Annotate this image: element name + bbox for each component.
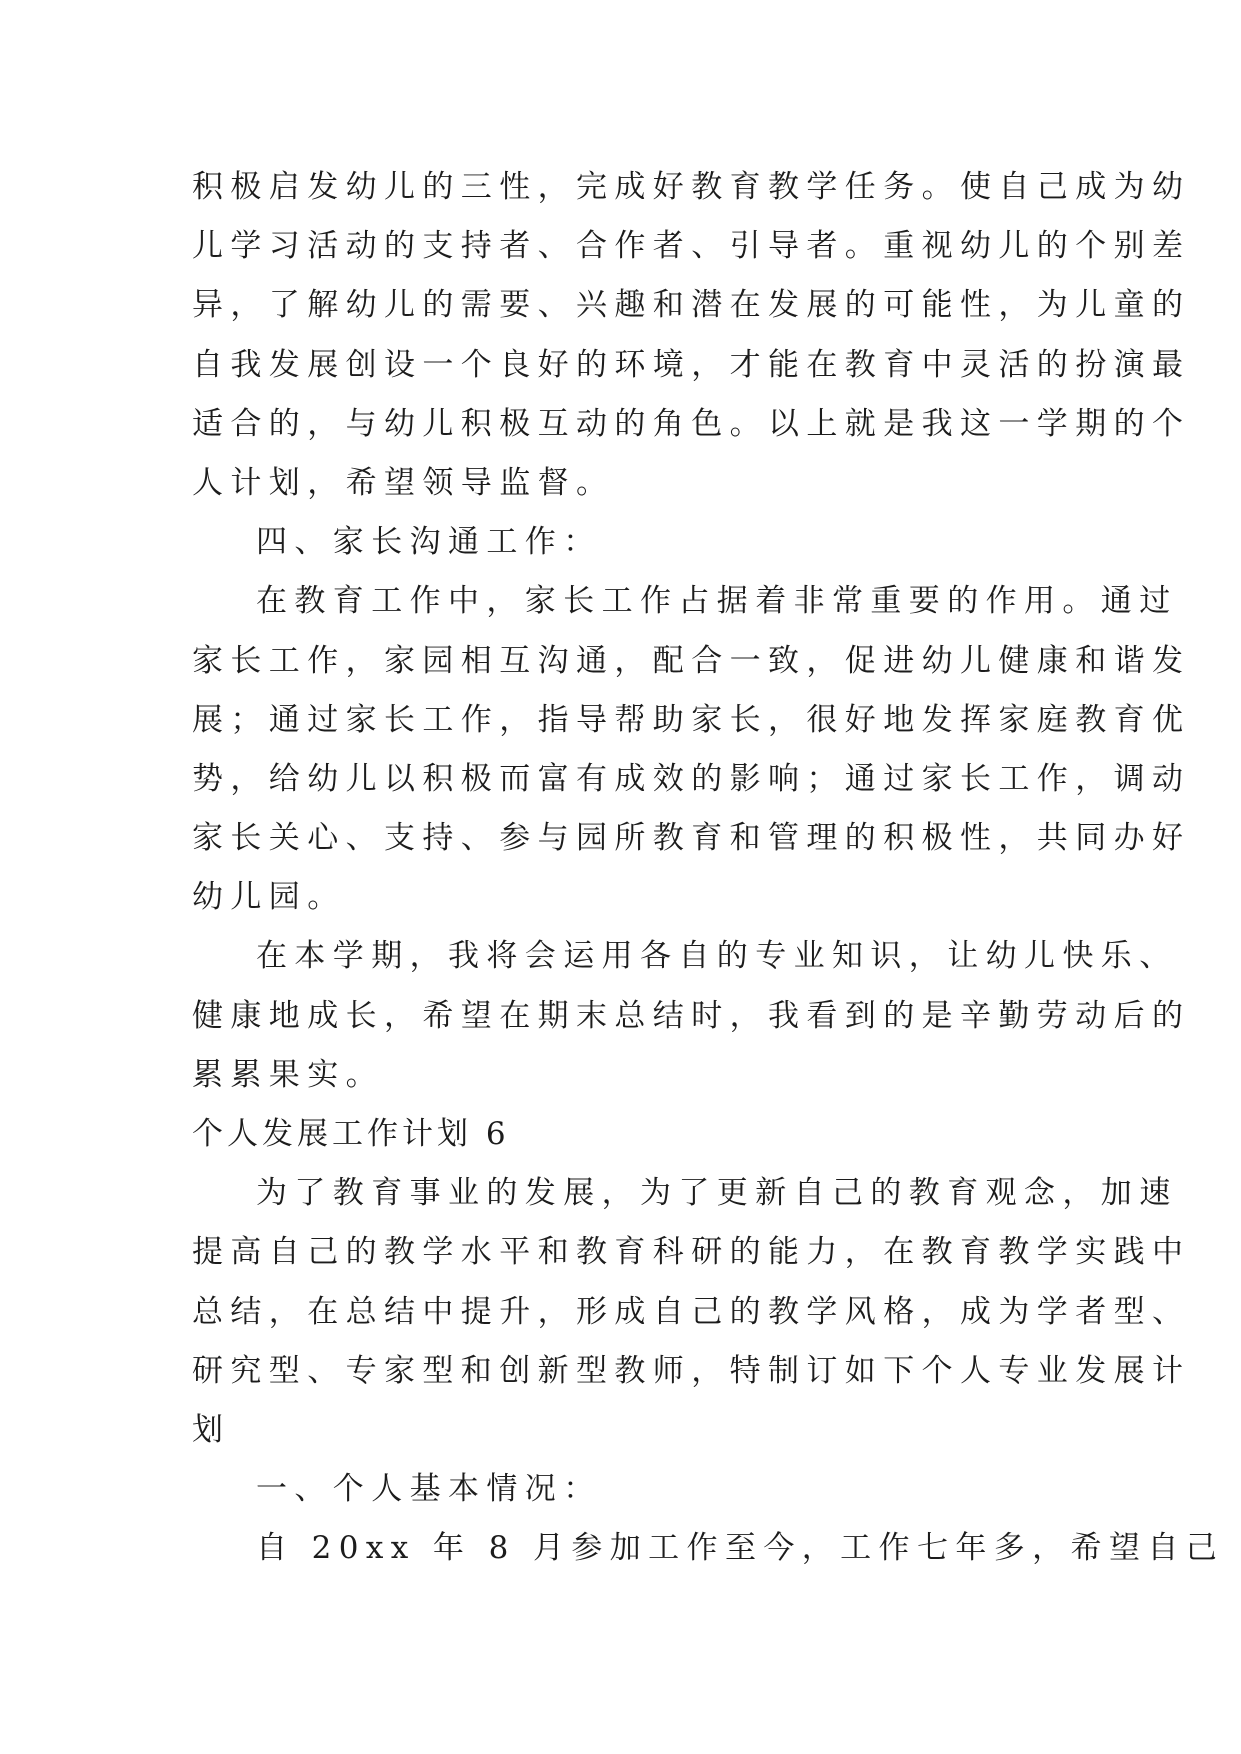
plan-title: 个人发展工作计划 6 — [192, 1116, 510, 1152]
text-line: 展；通过家长工作，指导帮助家长，很好地发挥家庭教育优 — [192, 701, 1191, 738]
paragraph-first-line: 在教育工作中，家长工作占据着非常重要的作用。通过 — [256, 583, 1178, 620]
text-line: 积极启发幼儿的三性，完成好教育教学任务。使自己成为幼 — [192, 169, 1191, 205]
text-line: 研究型、专家型和创新型教师，特制订如下个人专业发展计 — [192, 1352, 1191, 1389]
text-line: 提高自己的教学水平和教育科研的能力，在教育教学实践中 — [192, 1234, 1191, 1271]
text-line: 家长工作，家园相互沟通，配合一致，促进幼儿健康和谐发 — [192, 642, 1191, 679]
text-line: 幼儿园。 — [192, 879, 346, 916]
text-line: 划 — [192, 1411, 231, 1448]
text-line: 累累果实。 — [192, 1056, 384, 1093]
text-line: 自我发展创设一个良好的环境，才能在教育中灵活的扮演最 — [192, 346, 1191, 383]
section-heading-parent-communication: 四、家长沟通工作： — [256, 524, 602, 561]
text-line: 健康地成长，希望在期末总结时，我看到的是辛勤劳动后的 — [192, 997, 1191, 1034]
document-body — [192, 158, 1225, 1579]
paragraph-first-line: 在本学期，我将会运用各自的专业知识，让幼儿快乐、 — [256, 938, 1178, 975]
paragraph-first-line: 为了教育事业的发展，为了更新自己的教育观念，加速 — [256, 1175, 1178, 1212]
section-heading-basic-info: 一、个人基本情况： — [256, 1471, 602, 1508]
text-line: 总结，在总结中提升，形成自己的教学风格，成为学者型、 — [192, 1293, 1191, 1330]
paragraph-first-line: 自 20xx 年 8 月参加工作至今，工作七年多，希望自己 — [256, 1530, 1225, 1567]
text-line: 异，了解幼儿的需要、兴趣和潜在发展的可能性，为儿童的 — [192, 287, 1191, 324]
text-line: 势，给幼儿以积极而富有成效的影响；通过家长工作，调动 — [192, 760, 1191, 797]
text-line: 人计划，希望领导监督。 — [192, 464, 615, 501]
text-line: 家长关心、支持、参与园所教育和管理的积极性，共同办好 — [192, 820, 1191, 857]
text-line: 适合的，与幼儿积极互动的角色。以上就是我这一学期的个 — [192, 405, 1191, 442]
text-line: 儿学习活动的支持者、合作者、引导者。重视幼儿的个别差 — [192, 228, 1191, 265]
